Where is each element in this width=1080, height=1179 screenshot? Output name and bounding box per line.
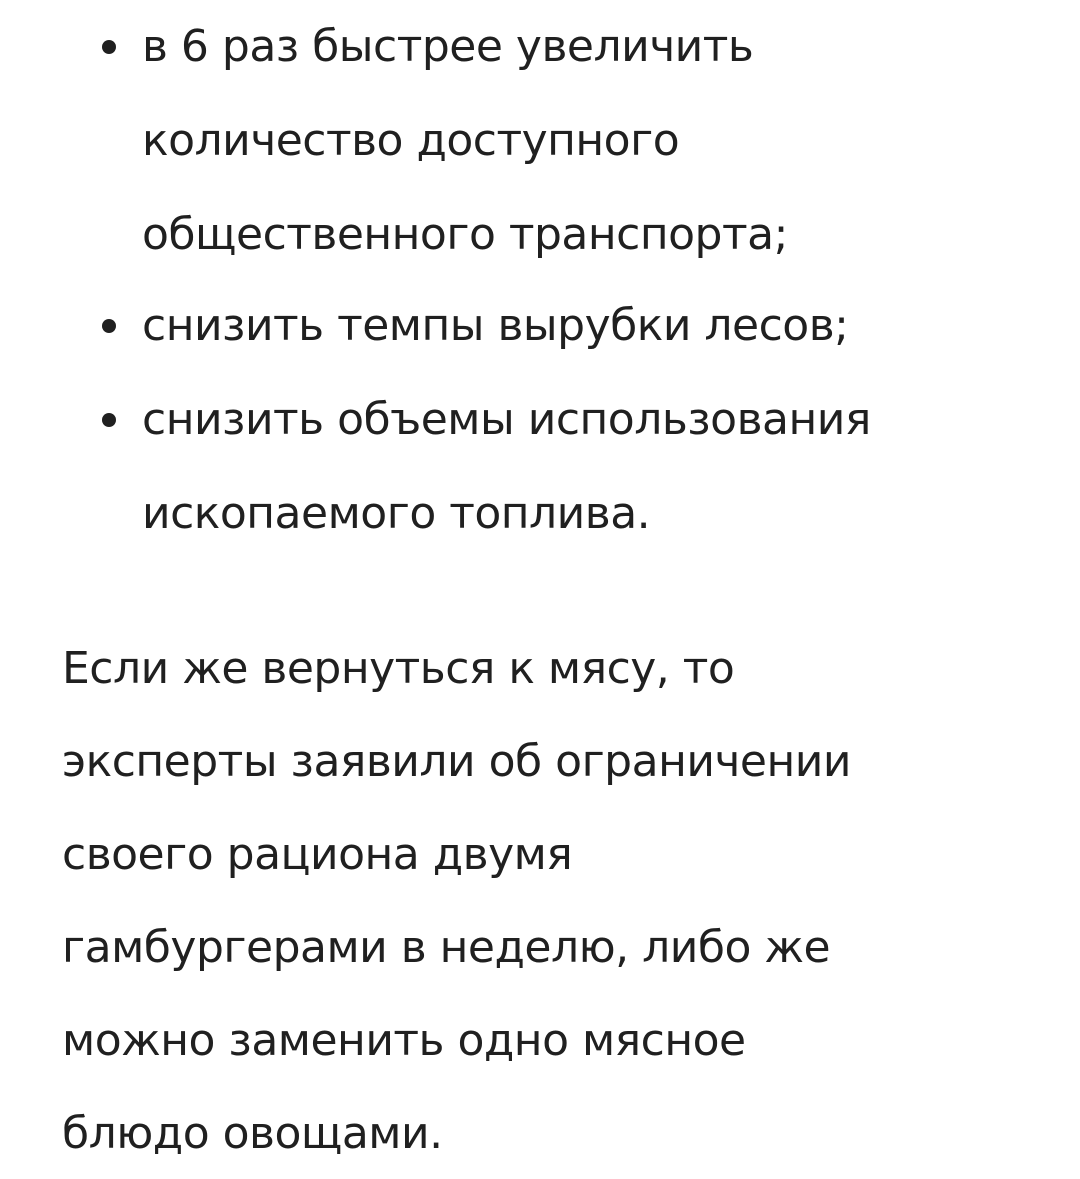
text-line: можно заменить одно мясное bbox=[62, 1015, 746, 1066]
list-item-text bbox=[142, 0, 1080, 282]
list-item-fossil-fuel bbox=[0, 373, 1080, 561]
text-line: своего рациона двумя bbox=[62, 829, 573, 880]
list-item-text bbox=[142, 373, 1080, 561]
list-item-deforestation bbox=[0, 279, 1080, 373]
list-item-text bbox=[142, 279, 1080, 373]
text-line: ископаемого топлива. bbox=[142, 488, 651, 539]
text-line: блюдо овощами. bbox=[62, 1108, 443, 1159]
text-line: эксперты заявили об ограничении bbox=[62, 736, 851, 787]
bullet-dot-icon bbox=[102, 319, 116, 333]
text-line: в 6 раз быстрее увеличить bbox=[142, 21, 754, 72]
bullet-dot-icon bbox=[102, 40, 116, 54]
list-item-public-transport bbox=[0, 0, 1080, 282]
bullet-dot-icon bbox=[102, 413, 116, 427]
text-line: количество доступного bbox=[142, 115, 680, 166]
text-line: снизить темпы вырубки лесов; bbox=[142, 300, 849, 351]
text-line: общественного транспорта; bbox=[142, 209, 788, 260]
text-line: Если же вернуться к мясу, то bbox=[62, 643, 735, 694]
paragraph-meat bbox=[62, 622, 1022, 1179]
text-line: гамбургерами в неделю, либо же bbox=[62, 922, 831, 973]
text-line: снизить объемы использования bbox=[142, 394, 871, 445]
